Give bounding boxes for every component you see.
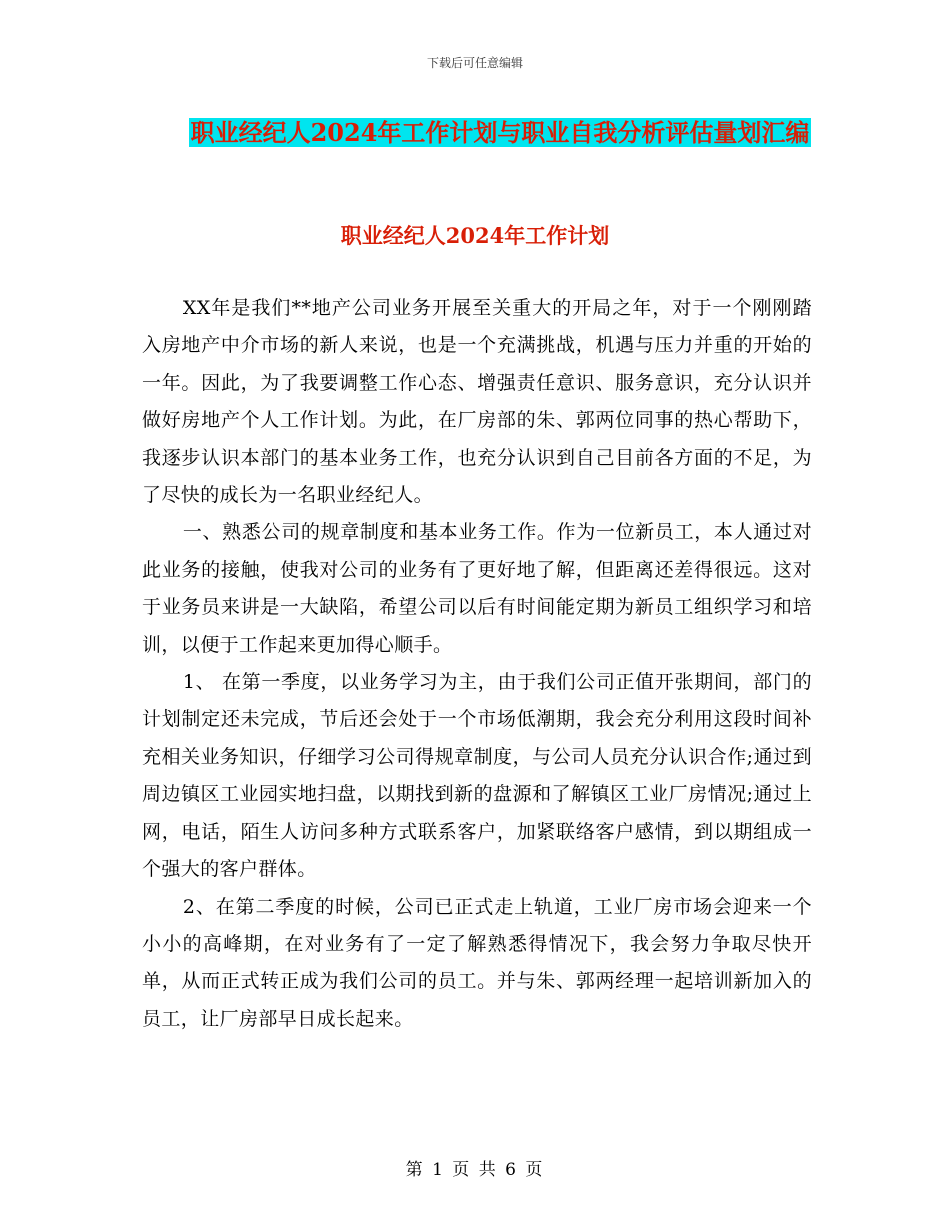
document-body [142,290,812,1038]
page-header-note: 下载后可任意编辑 [426,56,523,70]
body-paragraph: 一、熟悉公司的规章制度和基本业务工作。作为一位新员工，本人通过对此业务的接触，使我对公司的业务有了更好地了解，但距离还差得很远。这对于业务员来讲是一大缺陷，希望公司以后有时间能定期为新员工组织学习和培训，以便于工作起来更加得心顺手。 [142,521,812,656]
body-paragraph: XX年是我们**地产公司业务开展至关重大的开局之年，对于一个刚刚踏入房地产中介市场的新人来说，也是一个充满挑战，机遇与压力并重的开始的一年。因此，为了我要调整工作心态、增强责任意识、服务意识，充分认识并做好房地产个人工作计划。为此，在厂房部的朱、郭两位同事的热心帮助下，我逐步认识本部门的基本业务工作，也充分认识到自己目前各方面的不足，为了尽快的成长为一名职业经纪人。 [142,297,812,507]
body-paragraph: 1、 在第一季度，以业务学习为主，由于我们公司正值开张期间，部门的计划制定还未完成，节后还会处于一个市场低潮期，我会充分利用这段时间补充相关业务知识，仔细学习公司得规章制度，与公司人员充分认识合作;通过到周边镇区工业园实地扫盘，以期找到新的盘源和了解镇区工业厂房情况;通过上网，电话，陌生人访问多种方式联系客户，加紧联络客户感情，到以期组成一个强大的客户群体。 [142,671,812,881]
section-title: 职业经纪人2024年工作计划 [340,223,610,248]
document-title-text: 职业经纪人2024年工作计划与职业自我分析评估量划汇编 [190,118,810,147]
body-paragraph: 2、在第二季度的时候，公司已正式走上轨道，工业厂房市场会迎来一个小小的高峰期，在对业务有了一定了解熟悉得情况下，我会努力争取尽快开单，从而正式转正成为我们公司的员工。并与朱、郭两经理一起培训新加入的员工，让厂房部早日成长起来。 [142,895,812,1030]
document-title [150,112,850,154]
page-footer: 第 1 页 共 6 页 [405,1160,545,1180]
